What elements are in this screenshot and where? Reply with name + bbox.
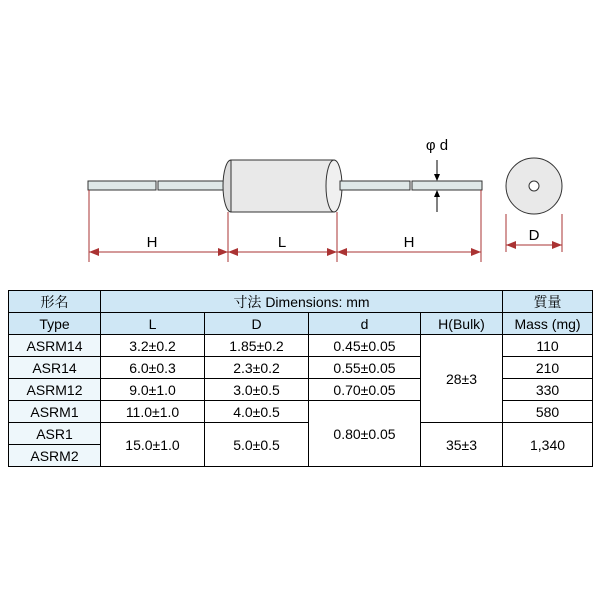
cell-mass: 330 (503, 379, 593, 401)
table-row (9, 379, 593, 401)
left-lead (88, 181, 228, 190)
cell-l: 11.0±1.0 (101, 401, 205, 423)
table-header-row-1 (9, 291, 593, 313)
cell-mass: 210 (503, 357, 593, 379)
cell-d: 4.0±0.5 (205, 401, 309, 423)
cell-h: 28±3 (421, 335, 503, 423)
specification-table-wrapper (8, 290, 592, 467)
cell-d-small: 0.45±0.05 (309, 335, 421, 357)
cell-type: ASRM14 (9, 335, 101, 357)
component-drawing (0, 0, 600, 290)
cell-l: 6.0±0.3 (101, 357, 205, 379)
header-col-d-small: d (309, 313, 421, 335)
cell-d: 1.85±0.2 (205, 335, 309, 357)
cell-d: 3.0±0.5 (205, 379, 309, 401)
dimension-l (228, 234, 337, 256)
cell-type: ASR14 (9, 357, 101, 379)
cell-d-small: 0.70±0.05 (309, 379, 421, 401)
header-type-en: Type (9, 313, 101, 335)
phi-d-label: φ d (425, 137, 449, 154)
right-lead (340, 181, 482, 190)
cell-type: ASR1 (9, 423, 101, 445)
resistor-body (223, 160, 342, 212)
cell-h: 35±3 (421, 423, 503, 467)
header-col-d: D (205, 313, 309, 335)
header-mass-en: Mass (mg) (503, 313, 593, 335)
dimension-h-left (89, 234, 228, 256)
cell-mass: 110 (503, 335, 593, 357)
cell-l: 9.0±1.0 (101, 379, 205, 401)
cell-type: ASRM1 (9, 401, 101, 423)
dimension-l-label: L (277, 234, 287, 251)
cell-l: 15.0±1.0 (101, 423, 205, 467)
cell-d-small: 0.55±0.05 (309, 357, 421, 379)
dimension-h-right (337, 234, 481, 256)
header-col-l: L (101, 313, 205, 335)
cell-type: ASRM2 (9, 445, 101, 467)
cell-mass: 1,340 (503, 423, 593, 467)
table-row (9, 357, 593, 379)
cell-d-small: 0.80±0.05 (309, 401, 421, 467)
cell-mass: 580 (503, 401, 593, 423)
dimension-h-right-label: H (403, 234, 415, 251)
dimension-h-left-label: H (146, 234, 158, 251)
cell-l: 3.2±0.2 (101, 335, 205, 357)
table-row (9, 335, 593, 357)
table-row (9, 401, 593, 423)
cell-d: 2.3±0.2 (205, 357, 309, 379)
specification-table (8, 290, 593, 467)
header-mass-jp: 質量 (503, 291, 593, 313)
header-type-jp: 形名 (9, 291, 101, 313)
table-header-row-2 (9, 313, 593, 335)
cell-type: ASRM12 (9, 379, 101, 401)
cell-d: 5.0±0.5 (205, 423, 309, 467)
dimension-d-label: D (528, 227, 540, 244)
header-col-h: H(Bulk) (421, 313, 503, 335)
end-view (506, 158, 562, 252)
header-dimensions: 寸法 Dimensions: mm (101, 291, 503, 313)
table-row (9, 423, 593, 445)
phi-d-dimension (426, 137, 448, 212)
